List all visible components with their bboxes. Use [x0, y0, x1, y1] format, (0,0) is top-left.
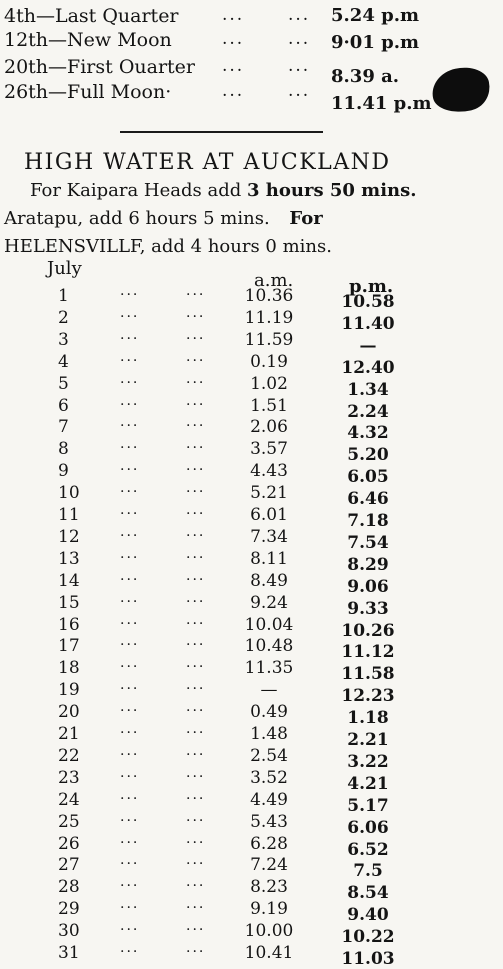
pm-header: p.m. [349, 276, 394, 297]
tide-row [0, 830, 503, 860]
tide-pm-time: 6.05 [347, 467, 389, 488]
leader-dots: ... [120, 414, 140, 431]
leader-dots: ... [120, 480, 140, 497]
tide-pm-time: 10.22 [341, 927, 395, 948]
leader-dots: ... [288, 29, 311, 49]
tide-pm-time: 12.40 [341, 357, 395, 378]
tide-row [0, 633, 503, 663]
tide-pm-time: 3.22 [347, 751, 389, 772]
moon-phase-row [0, 81, 503, 114]
leader-dots: ... [186, 699, 206, 716]
tide-day: 11 [58, 505, 80, 525]
tide-row [0, 414, 503, 444]
leader-dots: ... [186, 326, 206, 343]
moon-phase-time: 8.39 a. [331, 66, 400, 87]
tide-am-time: 8.49 [250, 570, 288, 591]
tide-am-time: 5.21 [250, 483, 288, 504]
moon-phase-time: 9·01 p.m [331, 32, 420, 53]
tide-pm-time: 7.54 [347, 532, 389, 553]
leader-dots: ... [120, 918, 140, 935]
leader-dots: ... [186, 721, 206, 737]
tide-row [0, 502, 503, 531]
leader-dots: ... [186, 940, 206, 956]
leader-dots: ... [120, 633, 140, 650]
tide-pm-time: 11.12 [341, 642, 395, 663]
tide-am-time: 6.28 [250, 833, 288, 854]
leader-dots: ... [186, 414, 206, 431]
tide-pm-time: 9.40 [347, 905, 389, 926]
tide-row [0, 874, 503, 904]
tide-pm-time: 5.17 [347, 795, 389, 816]
tide-am-time: 9.19 [250, 899, 288, 920]
section-rule [120, 131, 323, 133]
leader-dots: ... [186, 348, 206, 365]
leader-dots: ... [120, 348, 140, 365]
tide-row [0, 655, 503, 685]
leader-dots: ... [120, 874, 140, 891]
leader-dots: ... [186, 283, 206, 299]
leader-dots: ... [186, 830, 206, 847]
leader-dots: ... [186, 480, 206, 497]
tide-pm-time: 9.33 [347, 598, 389, 619]
tide-day: 21 [58, 724, 80, 744]
am-header: a.m. [254, 270, 294, 291]
month-header: July [47, 258, 82, 279]
tide-pm-time: 7.18 [347, 511, 389, 531]
tide-row [0, 808, 503, 838]
leader-dots: ... [186, 655, 206, 672]
tide-am-time: 2.06 [250, 417, 288, 438]
tide-pm-time: 10.58 [341, 292, 395, 312]
tide-row [0, 742, 503, 772]
tide-pm-time: 6.06 [347, 817, 389, 838]
tide-am-time: 3.52 [250, 767, 288, 788]
leader-dots: ... [120, 742, 140, 759]
tide-row [0, 611, 503, 641]
leader-dots: ... [186, 392, 206, 409]
tide-pm-time: 11.58 [341, 664, 395, 685]
tide-am-time: 10.48 [244, 636, 294, 657]
leader-dots: ... [186, 370, 206, 387]
tide-day: 28 [58, 877, 80, 898]
tide-row [0, 348, 503, 378]
tide-row [0, 523, 503, 553]
tide-am-time: 7.34 [250, 526, 288, 547]
tide-row [0, 545, 503, 575]
tide-day: 16 [58, 614, 80, 635]
tide-row [0, 480, 503, 510]
tide-day: 18 [58, 658, 80, 679]
tide-row [0, 940, 503, 969]
leader-dots: ... [186, 918, 206, 935]
tide-am-time: 1.51 [250, 395, 288, 416]
tide-row [0, 392, 503, 422]
tide-day: 15 [58, 592, 80, 613]
tide-day: 14 [58, 570, 80, 591]
leader-dots: ... [288, 5, 311, 25]
moon-phase-name: 4th—Last Quarter [4, 5, 179, 27]
tide-am-time: 3.57 [250, 439, 288, 460]
leader-dots: ... [120, 567, 140, 584]
note-text: For Kaipara Heads add [30, 180, 247, 201]
leader-dots: ... [186, 764, 206, 781]
tide-day: 19 [58, 680, 80, 701]
leader-dots: ... [120, 808, 140, 825]
leader-dots: ... [120, 786, 140, 803]
tide-pm-time: 11.03 [341, 949, 395, 969]
leader-dots: ... [186, 545, 206, 562]
tide-row [0, 283, 503, 312]
tide-am-time: 0.49 [250, 702, 288, 723]
leader-dots: ... [186, 742, 206, 759]
tide-day: 31 [58, 943, 80, 963]
leader-dots: ... [120, 458, 140, 475]
tide-day: 8 [58, 439, 69, 460]
leader-dots: ... [120, 655, 140, 672]
tide-day: 2 [58, 307, 69, 328]
tide-day: 4 [58, 351, 69, 372]
leader-dots: ... [222, 56, 245, 76]
moon-phase-name: 26th—Full Moon· [4, 81, 172, 103]
tide-pm-time: 4.21 [347, 773, 389, 794]
tide-day: 25 [58, 811, 80, 832]
tide-row [0, 326, 503, 356]
leader-dots: ... [222, 81, 245, 101]
kaipara-note [30, 180, 417, 201]
leader-dots: ... [120, 326, 140, 343]
aratapu-note [4, 208, 323, 229]
tide-row [0, 370, 503, 400]
tide-day: 27 [58, 855, 80, 876]
tide-am-time: 11.19 [244, 307, 294, 328]
leader-dots: ... [120, 830, 140, 847]
tide-am-time: 1.48 [250, 724, 288, 744]
tide-day: 20 [58, 702, 80, 723]
leader-dots: ... [186, 304, 206, 321]
tide-day: 17 [58, 636, 80, 657]
tide-pm-time: 8.54 [347, 883, 389, 904]
leader-dots: ... [186, 677, 206, 694]
leader-dots: ... [186, 458, 206, 475]
leader-dots: ... [186, 523, 206, 540]
tide-row [0, 721, 503, 750]
leader-dots: ... [120, 896, 140, 913]
tide-row [0, 786, 503, 816]
tide-am-time: 10.04 [244, 614, 294, 635]
tide-pm-time: 2.21 [347, 730, 389, 750]
tide-am-time: 6.01 [250, 505, 288, 525]
tide-am-time: 8.23 [250, 877, 288, 898]
tide-row [0, 458, 503, 488]
leader-dots: ... [120, 523, 140, 540]
tide-am-time: 0.19 [250, 351, 288, 372]
tide-am-time: 11.59 [244, 329, 294, 350]
leader-dots: ... [120, 852, 140, 869]
note-emphasis: 3 hours 50 mins. [246, 180, 417, 201]
tide-am-time: 10.00 [244, 921, 294, 942]
tide-am-time: 8.11 [250, 548, 288, 569]
tide-day: 30 [58, 921, 80, 942]
tide-pm-time: 6.46 [347, 489, 389, 510]
moon-phase-time: 11.41 p.m [331, 93, 432, 114]
leader-dots: ... [186, 852, 206, 869]
leader-dots: ... [186, 786, 206, 803]
tide-am-time: 7.24 [250, 855, 288, 876]
tide-row [0, 436, 503, 466]
leader-dots: ... [120, 304, 140, 321]
leader-dots: ... [186, 633, 206, 650]
helensville-note: HELENSVILLF, add 4 hours 0 mins. [4, 236, 332, 257]
tide-pm-time: — [359, 335, 377, 356]
tide-am-time: 10.41 [244, 943, 294, 963]
tide-day: 1 [58, 286, 69, 306]
leader-dots: ... [120, 502, 140, 518]
tide-row [0, 699, 503, 729]
leader-dots: ... [186, 896, 206, 913]
tide-pm-time: 11.40 [341, 313, 395, 334]
moon-phase-row [0, 5, 503, 29]
leader-dots: ... [222, 5, 245, 25]
moon-phase-time: 5.24 p.m [331, 5, 420, 26]
leader-dots: ... [120, 721, 140, 737]
moon-phase-row [0, 29, 503, 53]
tide-pm-time: 2.24 [347, 401, 389, 422]
leader-dots: ... [186, 589, 206, 606]
tide-row [0, 589, 503, 619]
leader-dots: ... [120, 436, 140, 453]
tide-day: 26 [58, 833, 80, 854]
tide-am-time: 10.36 [244, 286, 294, 306]
tide-am-time: 9.24 [250, 592, 288, 613]
tide-row [0, 567, 503, 597]
leader-dots: ... [120, 611, 140, 628]
tide-pm-time: 6.52 [347, 839, 389, 860]
leader-dots: ... [186, 502, 206, 518]
leader-dots: ... [120, 545, 140, 562]
tide-day: 6 [58, 395, 69, 416]
leader-dots: ... [186, 611, 206, 628]
tide-day: 22 [58, 745, 80, 766]
tide-row [0, 896, 503, 926]
tide-day: 10 [58, 483, 80, 504]
section-heading: HIGH WATER AT AUCKLAND [24, 150, 391, 175]
leader-dots: ... [222, 29, 245, 49]
tide-am-time: 4.43 [250, 461, 288, 482]
tide-am-time: 5.43 [250, 811, 288, 832]
leader-dots: ... [120, 940, 140, 956]
tide-day: 7 [58, 417, 69, 438]
leader-dots: ... [120, 677, 140, 694]
tide-am-time: 1.02 [250, 373, 288, 394]
tide-row [0, 852, 503, 882]
tide-am-time: 11.35 [244, 658, 294, 679]
tide-pm-time: 9.06 [347, 576, 389, 597]
leader-dots: ... [120, 589, 140, 606]
tide-day: 23 [58, 767, 80, 788]
tide-pm-time: 5.20 [347, 445, 389, 466]
tide-pm-time: 12.23 [341, 686, 395, 707]
tide-am-time: 2.54 [250, 745, 288, 766]
tide-pm-time: 7.5 [353, 861, 383, 882]
tide-day: 29 [58, 899, 80, 920]
leader-dots: ... [120, 370, 140, 387]
tide-pm-time: 10.26 [341, 620, 395, 641]
tide-pm-time: 8.29 [347, 554, 389, 575]
tide-row [0, 677, 503, 707]
leader-dots: ... [186, 567, 206, 584]
tide-am-time: — [260, 680, 278, 701]
tide-row [0, 304, 503, 334]
leader-dots: ... [186, 436, 206, 453]
tide-pm-time: 1.34 [347, 379, 389, 400]
note-text: Aratapu, add 6 hours 5 mins. [4, 208, 270, 229]
leader-dots: ... [186, 808, 206, 825]
moon-phase-name: 20th—First Ouarter [4, 56, 196, 78]
leader-dots: ... [120, 699, 140, 716]
tide-pm-time: 1.18 [347, 708, 389, 729]
leader-dots: ... [186, 874, 206, 891]
moon-phase-row [0, 56, 503, 87]
tide-am-time: 4.49 [250, 789, 288, 810]
tide-day: 24 [58, 789, 80, 810]
leader-dots: ... [120, 283, 140, 299]
leader-dots: ... [288, 81, 311, 101]
tide-row [0, 764, 503, 794]
tide-row [0, 918, 503, 948]
tide-day: 13 [58, 548, 80, 569]
tide-day: 5 [58, 373, 69, 394]
tide-pm-time: 4.32 [347, 423, 389, 444]
note-emphasis: For [289, 208, 323, 229]
tide-day: 12 [58, 526, 80, 547]
leader-dots: ... [288, 56, 311, 76]
leader-dots: ... [120, 392, 140, 409]
leader-dots: ... [120, 764, 140, 781]
moon-phase-name: 12th—New Moon [4, 29, 172, 51]
tide-day: 9 [58, 461, 69, 482]
tide-day: 3 [58, 329, 69, 350]
